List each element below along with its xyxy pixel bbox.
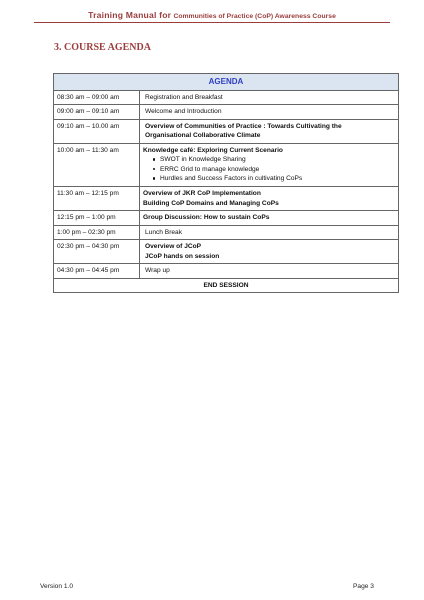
time-cell: 04:30 pm – 04:45 pm — [54, 264, 140, 279]
table-row — [54, 225, 399, 240]
footer-page-number: Page 3 — [353, 583, 374, 590]
time-cell: 10:00 am – 11:30 am — [54, 143, 140, 186]
activity-text: Building CoP Domains and Managing CoPs — [143, 199, 279, 207]
header-title-sub: Communities of Practice (CoP) Awareness Course — [173, 13, 336, 20]
time-cell: 12:15 pm – 1:00 pm — [54, 211, 140, 226]
activity-text: Overview of Communities of Practice : Towards Cultivating the — [145, 122, 342, 130]
table-row — [54, 240, 399, 264]
list-item — [153, 155, 395, 165]
footer-version: Version 1.0 — [40, 583, 73, 590]
table-row — [54, 211, 399, 226]
activity-text: Welcome and Introduction — [145, 108, 222, 116]
activity-text: Overview of JKR CoP Implementation — [143, 189, 261, 197]
page-header — [0, 10, 424, 20]
activity-cell — [140, 225, 399, 240]
activity-cell — [140, 105, 399, 120]
bullet-icon — [153, 158, 155, 160]
time-cell: 11:30 am – 12:15 pm — [54, 186, 140, 210]
table-row — [54, 105, 399, 120]
activity-cell — [140, 90, 399, 105]
table-row — [54, 119, 399, 143]
activity-text: Group Discussion: How to sustain CoPs — [143, 214, 270, 222]
activity-cell — [140, 240, 399, 264]
time-cell: 09:00 am – 09:10 am — [54, 105, 140, 120]
activity-text: Registration and Breakfast — [145, 93, 223, 101]
header-title-main: Training Manual for — [88, 10, 172, 20]
activity-text: Wrap up — [145, 267, 170, 275]
list-item — [153, 174, 395, 184]
agenda-table — [53, 73, 399, 293]
activity-cell — [140, 143, 399, 186]
table-row — [54, 186, 399, 210]
activity-text: JCoP hands on session — [145, 252, 220, 260]
activity-cell — [140, 211, 399, 226]
table-row — [54, 264, 399, 279]
table-row — [54, 90, 399, 105]
activity-text: Organisational Collaborative Climate — [145, 132, 261, 140]
time-cell: 09:10 am – 10.00 am — [54, 119, 140, 143]
time-cell: 08:30 am – 09:00 am — [54, 90, 140, 105]
bullet-icon — [153, 177, 155, 179]
agenda-header-row — [54, 74, 399, 91]
activity-text: Lunch Break — [145, 228, 183, 236]
activity-cell — [140, 186, 399, 210]
list-item — [153, 165, 395, 175]
header-divider — [34, 22, 390, 23]
time-cell: 02:30 pm – 04:30 pm — [54, 240, 140, 264]
activity-text: Knowledge café: Exploring Current Scenario — [143, 146, 283, 154]
bullet-icon — [153, 168, 155, 170]
bullet-text: Hurdles and Success Factors in cultivating CoPs — [160, 175, 303, 183]
agenda-heading: AGENDA — [54, 74, 399, 91]
section-number: 3. — [54, 42, 62, 53]
section-title: COURSE AGENDA — [64, 42, 151, 53]
activity-cell — [140, 119, 399, 143]
table-row — [54, 143, 399, 186]
activity-text: Overview of JCoP — [145, 243, 202, 251]
end-session-row — [54, 278, 399, 293]
end-session-label: END SESSION — [54, 278, 399, 293]
bullet-text: ERRC Grid to manage knowledge — [160, 165, 260, 173]
time-cell: 1:00 pm – 02:30 pm — [54, 225, 140, 240]
activity-cell — [140, 264, 399, 279]
section-heading — [54, 42, 151, 53]
bullet-text: SWOT in Knowledge Sharing — [160, 156, 246, 164]
activity-bullet-list — [143, 155, 395, 184]
